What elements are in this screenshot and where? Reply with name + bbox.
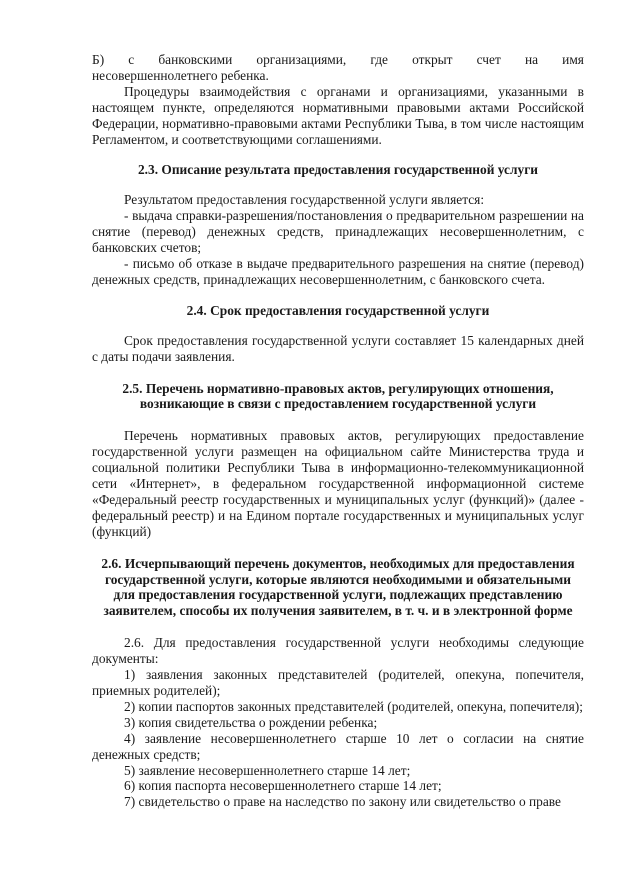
list-item: 7) свидетельство о праве на наследство по закону или свидетельство о праве xyxy=(124,794,561,810)
heading-line: государственной услуги, которые являются необходимыми и обязательными xyxy=(104,571,572,587)
list-item: 6) копия паспорта несовершеннолетнего старше 14 лет; xyxy=(124,778,442,794)
section-2-5-p1: Перечень нормативных правовых актов, регулирующих предоставление государственной услуги размещен на официальном сайте Министерства труда и социальной политики Республики Тыва в информационно-телекоммуникационной сети «Интернет», в федеральном государственной информационной системе «Федеральный реестр государственных и муниципальных услуг (функций)» (далее - федеральный реестр) и на Едином портале государственных и муниципальных услуг (функций) xyxy=(92,428,584,539)
list-item: 3) копия свидетельства о рождении ребенка; xyxy=(124,714,378,730)
list-item: 1) заявления законных представителей (родителей, опекуна, попечителя, приемных родителей); xyxy=(92,667,584,698)
list-item: 4) заявление несовершеннолетнего старше 10 лет о согласии на снятие денежных средств; xyxy=(92,730,584,762)
intro-line-2: несовершеннолетнего ребенка. xyxy=(92,67,269,83)
section-2-3-p1: Результатом предоставления государственной услуги является: xyxy=(124,192,485,208)
word: открыт xyxy=(412,52,453,67)
section-2-3-heading: 2.3. Описание результата предоставления государственной услуги xyxy=(137,162,539,178)
word: счет xyxy=(476,52,501,67)
heading-line: 2.5. Перечень нормативно-правовых актов, регулирующих отношения, xyxy=(122,380,554,396)
word: Б) xyxy=(92,52,105,67)
list-item: 5) заявление несовершеннолетнего старше 14 лет; xyxy=(124,762,411,778)
section-2-6-intro: 2.6. Для предоставления государственной услуги необходимы следующие документы: xyxy=(92,635,584,667)
section-2-3-p3: - письмо об отказе в выдаче предварительного разрешения на снятие (перевод) денежных средств, принадлежащих несовершеннолетним, с банковского счета. xyxy=(92,255,584,287)
intro-paragraph: Процедуры взаимодействия с органами и организациями, указанными в настоящем пункте, определяются нормативными правовыми актами Российской Федерации, нормативно-правовыми актами Республики Тыва, в том числе настоящим Регламентом, и соответствующими соглашениями. xyxy=(92,83,584,147)
word: где xyxy=(370,52,388,67)
heading-line: 2.6. Исчерпывающий перечень документов, необходимых для предоставления xyxy=(101,555,575,571)
heading-line: возникающие в связи с предоставлением государственной услуги xyxy=(139,396,537,412)
heading-line: для предоставления государственной услуги, подлежащих представлению xyxy=(113,587,563,603)
section-2-6-heading xyxy=(92,556,584,620)
word: организациями, xyxy=(256,52,347,67)
section-2-4-p1: Срок предоставления государственной услуги составляет 15 календарных дней с даты подачи заявления. xyxy=(92,332,584,364)
section-2-4-heading: 2.4. Срок предоставления государственной услуги xyxy=(186,302,490,318)
section-2-3-p2: - выдача справки-разрешения/постановления о предварительном разрешении на снятие (перевод) денежных средств, принадлежащих несовершеннолетним, с банковских счетов; xyxy=(92,208,584,256)
document-body xyxy=(92,52,584,810)
section-2-5-heading xyxy=(92,381,584,413)
word: имя xyxy=(562,52,584,67)
word: с xyxy=(128,52,135,67)
word: на xyxy=(524,52,539,67)
heading-line: заявителем, способы их получения заявителем, в т. ч. и в электронной форме xyxy=(103,603,573,619)
intro-line-1 xyxy=(92,52,584,68)
word: банковскими xyxy=(158,52,233,67)
list-item: 2) копии паспортов законных представителей (родителей, опекуна, попечителя); xyxy=(124,698,583,714)
